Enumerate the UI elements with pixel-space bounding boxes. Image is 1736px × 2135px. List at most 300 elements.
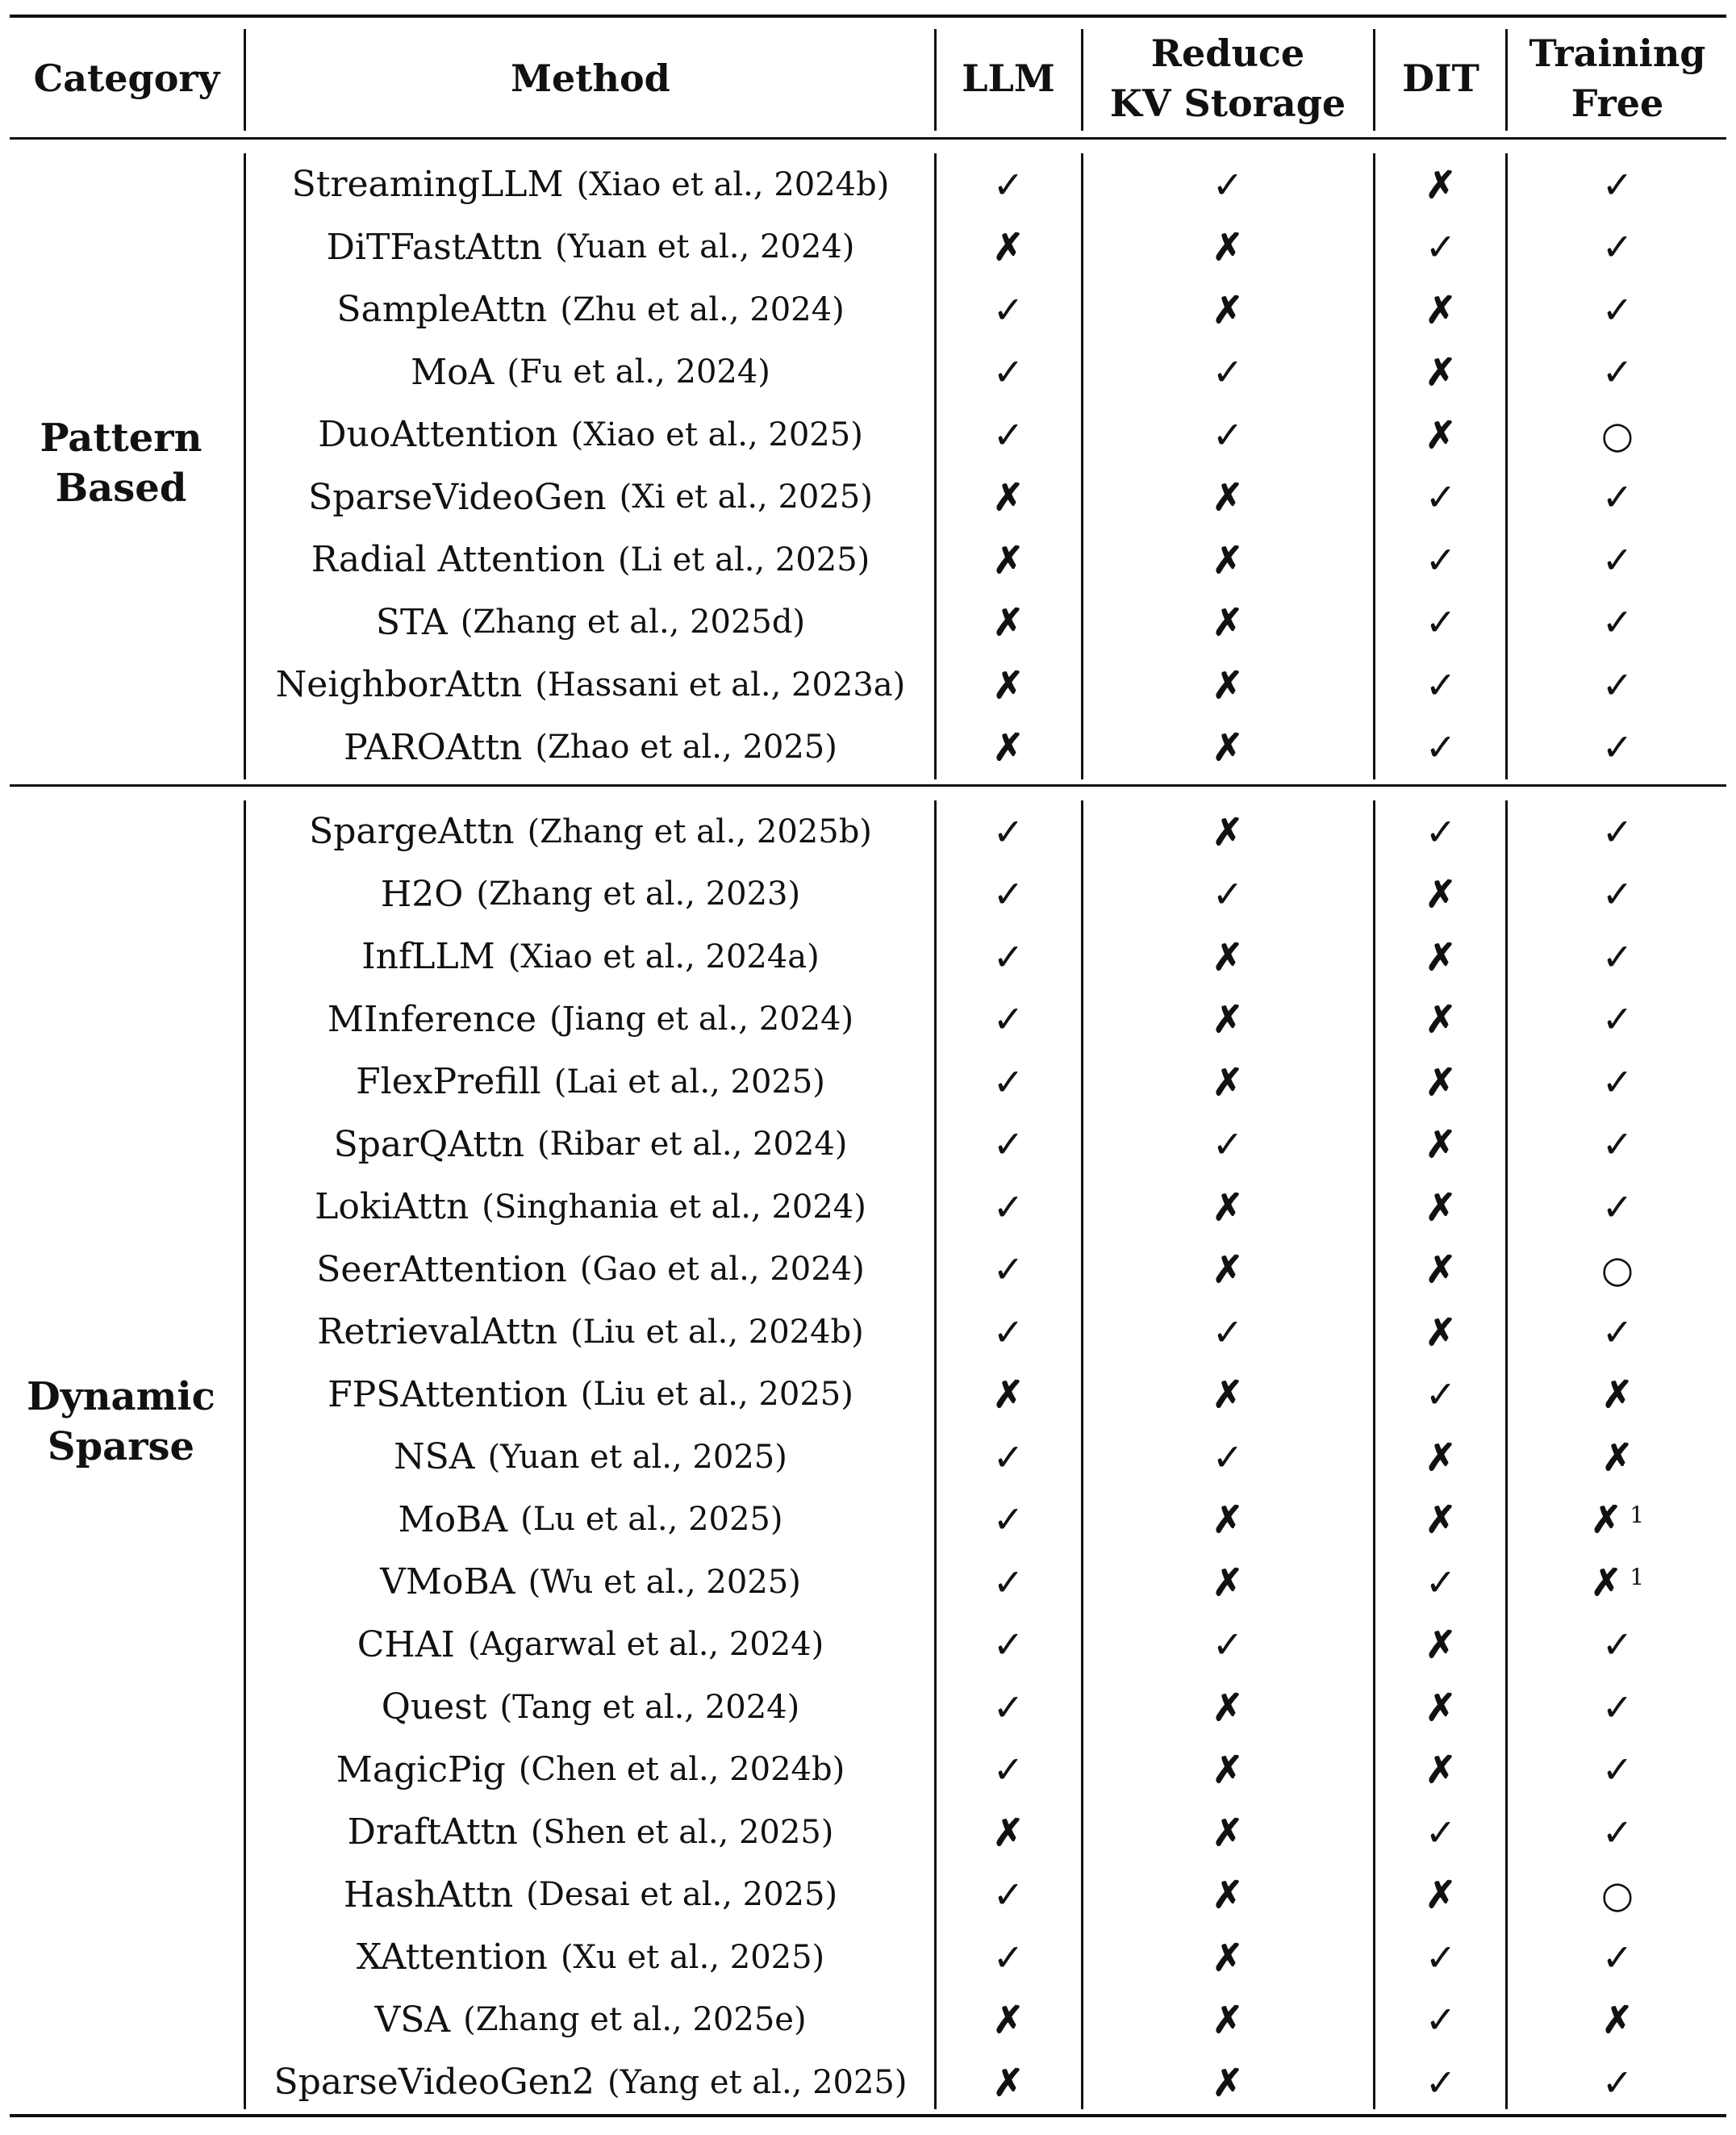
training-free-mark: ✗ (1590, 1498, 1622, 1541)
training-free-mark: ✗ (1601, 1372, 1634, 1416)
method-citation: (Shen et al., 2025) (530, 1813, 834, 1851)
dit-mark-cell (1375, 863, 1506, 925)
header-dit (1375, 24, 1506, 132)
method-name: MoA (411, 351, 495, 393)
table-row (0, 466, 1736, 529)
llm-mark: ✓ (992, 872, 1024, 916)
dit-mark-cell (1375, 1864, 1506, 1926)
table-row (0, 1113, 1736, 1176)
method-cell (248, 466, 933, 529)
llm-mark-cell (937, 1426, 1079, 1488)
table-row (0, 529, 1736, 591)
llm-mark: ✗ (992, 662, 1024, 707)
llm-mark-cell (937, 153, 1079, 215)
table-row (0, 591, 1736, 654)
dit-mark: ✗ (1425, 412, 1457, 457)
dit-mark-cell (1375, 278, 1506, 341)
dit-mark-cell (1375, 403, 1506, 466)
method-cell (248, 341, 933, 403)
training-free-mark-cell (1509, 717, 1726, 779)
training-free-mark-cell (1509, 1676, 1726, 1738)
method-name: LokiAttn (315, 1186, 469, 1227)
llm-mark: ✓ (992, 934, 1024, 979)
method-cell (248, 1489, 933, 1551)
dit-mark-cell (1375, 1113, 1506, 1176)
training-free-mark: ✓ (1601, 1685, 1634, 1729)
method-citation: (Zhu et al., 2024) (560, 290, 845, 328)
table-row (0, 153, 1736, 215)
llm-mark-cell (937, 717, 1079, 779)
training-free-mark-cell (1509, 153, 1726, 215)
reduce-kv-mark: ✓ (1212, 412, 1244, 457)
method-cell (248, 591, 933, 654)
header-reduce-kv-line2: KV Storage (1109, 81, 1346, 125)
reduce-kv-mark: ✗ (1212, 997, 1244, 1041)
reduce-kv-mark: ✗ (1212, 1372, 1244, 1416)
dit-mark: ✗ (1425, 1873, 1457, 1916)
reduce-kv-mark: ✗ (1212, 475, 1244, 519)
method-citation: (Xu et al., 2025) (560, 1938, 825, 1976)
training-free-mark: ✓ (1601, 1623, 1634, 1666)
llm-mark: ✓ (992, 412, 1024, 457)
method-citation: (Wu et al., 2025) (528, 1563, 801, 1601)
llm-mark: ✓ (992, 1873, 1024, 1916)
dit-mark-cell (1375, 1426, 1506, 1488)
method-name: InfLLM (361, 936, 495, 977)
training-free-mark-cell (1509, 1176, 1726, 1238)
dit-mark: ✗ (1425, 1435, 1457, 1479)
method-cell (248, 1113, 933, 1176)
dit-mark: ✓ (1425, 225, 1457, 269)
training-free-mark: ✓ (1601, 350, 1634, 394)
training-free-mark-cell (1509, 925, 1726, 988)
header-training-free-line2: Free (1571, 81, 1664, 125)
llm-mark-cell (937, 1739, 1079, 1801)
llm-mark-cell (937, 1801, 1079, 1863)
method-name: MoBA (398, 1498, 508, 1540)
dit-mark: ✗ (1425, 997, 1457, 1041)
method-citation: (Xiao et al., 2025) (570, 416, 863, 453)
method-cell (248, 1364, 933, 1426)
method-citation: (Chen et al., 2024b) (518, 1751, 845, 1788)
footnote-marker: 1 (1630, 1501, 1645, 1528)
training-free-mark-cell (1509, 216, 1726, 278)
dit-mark: ✓ (1425, 2060, 1457, 2104)
reduce-kv-mark: ✗ (1212, 1748, 1244, 1791)
training-free-mark: ✗ (1601, 1435, 1634, 1479)
group-rule (10, 784, 1726, 787)
llm-mark-cell (937, 1113, 1079, 1176)
dit-mark-cell (1375, 341, 1506, 403)
method-cell (248, 1176, 933, 1238)
llm-mark: ✓ (992, 1310, 1024, 1354)
table-row (0, 800, 1736, 863)
reduce-kv-mark-cell (1086, 341, 1370, 403)
llm-mark-cell (937, 1614, 1079, 1676)
training-free-mark: ✓ (1601, 225, 1634, 269)
reduce-kv-mark-cell (1086, 1676, 1370, 1738)
reduce-kv-mark-cell (1086, 1239, 1370, 1301)
training-free-mark-cell (1509, 1113, 1726, 1176)
method-cell (248, 800, 933, 863)
llm-mark: ✓ (992, 809, 1024, 854)
llm-mark: ✓ (992, 1623, 1024, 1666)
reduce-kv-mark: ✓ (1212, 1122, 1244, 1166)
reduce-kv-mark: ✗ (1212, 1873, 1244, 1916)
training-free-mark-cell (1509, 466, 1726, 529)
dit-mark-cell (1375, 1489, 1506, 1551)
table-row (0, 403, 1736, 466)
method-citation: (Lai et al., 2025) (553, 1063, 825, 1101)
llm-mark: ✗ (992, 1998, 1024, 2041)
dit-mark: ✗ (1425, 872, 1457, 916)
training-free-mark: ✓ (1601, 662, 1634, 707)
training-free-mark: ✓ (1601, 287, 1634, 332)
llm-mark: ✓ (992, 997, 1024, 1041)
table-row (0, 1739, 1736, 1801)
training-free-mark: ✓ (1601, 725, 1634, 769)
reduce-kv-mark-cell (1086, 529, 1370, 591)
method-citation: (Zhao et al., 2025) (535, 729, 837, 766)
table-row (0, 1614, 1736, 1676)
llm-mark-cell (937, 925, 1079, 988)
header-method (248, 24, 933, 132)
method-name: DiTFastAttn (326, 226, 543, 268)
method-cell (248, 1676, 933, 1738)
method-citation: (Tang et al., 2024) (499, 1688, 800, 1726)
training-free-mark-cell (1509, 591, 1726, 654)
reduce-kv-mark: ✗ (1212, 934, 1244, 979)
training-free-mark-cell (1509, 863, 1726, 925)
dit-mark-cell (1375, 153, 1506, 215)
header-training-free-line1: Training (1529, 31, 1706, 75)
method-citation: (Zhang et al., 2025b) (527, 813, 872, 850)
training-free-mark: ✓ (1601, 162, 1634, 207)
reduce-kv-mark: ✓ (1212, 1623, 1244, 1666)
method-name: RetrievalAttn (317, 1311, 558, 1352)
training-free-mark-cell (1509, 1551, 1726, 1613)
training-free-mark: ✓ (1601, 600, 1634, 644)
llm-mark-cell (937, 863, 1079, 925)
category-line: Sparse (47, 1424, 195, 1469)
reduce-kv-mark-cell (1086, 1051, 1370, 1113)
method-name: H2O (380, 873, 464, 915)
reduce-kv-mark-cell (1086, 216, 1370, 278)
method-name: PAROAttn (344, 726, 523, 768)
llm-mark-cell (937, 1364, 1079, 1426)
reduce-kv-mark-cell (1086, 278, 1370, 341)
llm-mark: ✓ (992, 287, 1024, 332)
method-citation: (Agarwal et al., 2024) (467, 1626, 824, 1663)
llm-mark-cell (937, 1926, 1079, 1988)
method-cell (248, 1301, 933, 1363)
dit-mark-cell (1375, 1989, 1506, 2051)
dit-mark-cell (1375, 591, 1506, 654)
training-free-mark: ✓ (1601, 934, 1634, 979)
reduce-kv-mark: ✗ (1212, 1184, 1244, 1229)
dit-mark: ✗ (1425, 1310, 1457, 1354)
method-name: NeighborAttn (275, 664, 523, 705)
method-cell (248, 654, 933, 716)
dit-mark-cell (1375, 1301, 1506, 1363)
reduce-kv-mark-cell (1086, 654, 1370, 716)
reduce-kv-mark-cell (1086, 2051, 1370, 2113)
llm-mark: ✓ (992, 1685, 1024, 1729)
method-cell (248, 1551, 933, 1613)
method-cell (248, 1989, 933, 2051)
reduce-kv-mark: ✗ (1212, 1998, 1244, 2041)
table-row (0, 1051, 1736, 1113)
llm-mark: ✗ (992, 2060, 1024, 2104)
llm-mark: ✓ (992, 1748, 1024, 1791)
table-row (0, 717, 1736, 779)
reduce-kv-mark: ✗ (1212, 1685, 1244, 1729)
method-name: MInference (327, 998, 537, 1040)
method-name: STA (375, 601, 448, 643)
method-citation: (Zhang et al., 2025d) (460, 604, 806, 641)
header-reduce-kv-line1: Reduce (1150, 31, 1305, 75)
training-free-mark: ✗ (1590, 1560, 1622, 1604)
dit-mark: ✓ (1425, 1372, 1457, 1416)
method-cell (248, 153, 933, 215)
table-row (0, 1926, 1736, 1988)
training-free-mark: ✓ (1601, 997, 1634, 1041)
dit-mark: ✓ (1425, 809, 1457, 854)
reduce-kv-mark-cell (1086, 466, 1370, 529)
llm-mark-cell (937, 529, 1079, 591)
reduce-kv-mark: ✓ (1212, 350, 1244, 394)
dit-mark: ✗ (1425, 1122, 1457, 1166)
method-cell (248, 1614, 933, 1676)
reduce-kv-mark: ✗ (1212, 1247, 1244, 1291)
reduce-kv-mark: ✗ (1212, 1059, 1244, 1104)
llm-mark: ✓ (992, 1059, 1024, 1104)
reduce-kv-mark: ✗ (1212, 725, 1244, 769)
llm-mark: ✗ (992, 1810, 1024, 1854)
dit-mark-cell (1375, 1801, 1506, 1863)
method-cell (248, 1801, 933, 1863)
llm-mark: ✗ (992, 725, 1024, 769)
reduce-kv-mark: ✗ (1212, 1498, 1244, 1541)
dit-mark: ✗ (1425, 1748, 1457, 1791)
method-citation: (Yuan et al., 2025) (487, 1438, 787, 1476)
method-citation: (Xiao et al., 2024a) (507, 938, 820, 976)
method-name: DraftAttn (347, 1811, 518, 1853)
reduce-kv-mark: ✗ (1212, 287, 1244, 332)
dit-mark: ✗ (1425, 350, 1457, 394)
training-free-mark-cell (1509, 278, 1726, 341)
header-training-free (1509, 24, 1726, 132)
method-name: SampleAttn (336, 289, 548, 330)
llm-mark: ✓ (992, 1122, 1024, 1166)
method-name: DuoAttention (318, 414, 558, 455)
reduce-kv-mark: ✗ (1212, 2060, 1244, 2104)
method-citation: (Desai et al., 2025) (526, 1876, 838, 1913)
dit-mark-cell (1375, 1364, 1506, 1426)
method-cell (248, 1426, 933, 1488)
llm-mark: ✓ (992, 1184, 1024, 1229)
category-line: Dynamic (27, 1374, 215, 1419)
method-citation: (Li et al., 2025) (617, 541, 870, 579)
method-citation: (Yang et al., 2025) (607, 2063, 908, 2101)
llm-mark-cell (937, 654, 1079, 716)
method-citation: (Singhania et al., 2024) (482, 1188, 866, 1226)
dit-mark: ✗ (1425, 162, 1457, 207)
dit-mark: ✓ (1425, 600, 1457, 644)
reduce-kv-mark-cell (1086, 1489, 1370, 1551)
dit-mark-cell (1375, 717, 1506, 779)
dit-mark-cell (1375, 1926, 1506, 1988)
method-cell (248, 2051, 933, 2113)
reduce-kv-mark-cell (1086, 1551, 1370, 1613)
llm-mark-cell (937, 1489, 1079, 1551)
reduce-kv-mark: ✓ (1212, 162, 1244, 207)
method-citation: (Zhang et al., 2023) (476, 875, 801, 913)
dit-mark-cell (1375, 1739, 1506, 1801)
llm-mark-cell (937, 1551, 1079, 1613)
llm-mark: ✓ (992, 1935, 1024, 1979)
method-cell (248, 863, 933, 925)
reduce-kv-mark: ✗ (1212, 809, 1244, 854)
llm-mark-cell (937, 1989, 1079, 2051)
training-free-mark-cell (1509, 800, 1726, 863)
reduce-kv-mark-cell (1086, 1739, 1370, 1801)
training-free-mark-cell (1509, 1426, 1726, 1488)
method-citation: (Liu et al., 2025) (580, 1376, 853, 1413)
header-divider (934, 29, 937, 131)
training-free-mark: ✓ (1601, 475, 1634, 519)
llm-mark: ✗ (992, 600, 1024, 644)
method-cell (248, 1926, 933, 1988)
llm-mark-cell (937, 216, 1079, 278)
dit-mark: ✗ (1425, 287, 1457, 332)
llm-mark: ✓ (992, 350, 1024, 394)
training-free-mark: ✓ (1601, 1935, 1634, 1979)
reduce-kv-mark: ✗ (1212, 1935, 1244, 1979)
reduce-kv-mark: ✗ (1212, 225, 1244, 269)
category-line: Pattern (40, 416, 202, 461)
method-cell (248, 403, 933, 466)
dit-mark: ✓ (1425, 537, 1457, 582)
table-row (0, 1239, 1736, 1301)
method-name: SparseVideoGen (308, 476, 607, 518)
reduce-kv-mark-cell (1086, 800, 1370, 863)
method-citation: (Gao et al., 2024) (579, 1251, 865, 1288)
llm-mark-cell (937, 1051, 1079, 1113)
llm-mark-cell (937, 1864, 1079, 1926)
llm-mark: ✓ (992, 1247, 1024, 1291)
category-line: Based (55, 466, 187, 511)
llm-mark-cell (937, 1676, 1079, 1738)
table-row (0, 1176, 1736, 1238)
reduce-kv-mark-cell (1086, 1364, 1370, 1426)
training-free-mark: ○ (1600, 1873, 1634, 1916)
method-citation: (Zhang et al., 2025e) (463, 2001, 807, 2038)
training-free-mark: ✓ (1601, 1184, 1634, 1229)
method-cell (248, 1739, 933, 1801)
dit-mark: ✓ (1425, 1998, 1457, 2041)
header-divider (244, 29, 246, 131)
reduce-kv-mark-cell (1086, 1614, 1370, 1676)
dit-mark: ✗ (1425, 1184, 1457, 1229)
table-row (0, 278, 1736, 341)
reduce-kv-mark: ✗ (1212, 1810, 1244, 1854)
dit-mark-cell (1375, 925, 1506, 988)
dit-mark-cell (1375, 988, 1506, 1051)
training-free-mark: ✓ (1601, 872, 1634, 916)
reduce-kv-mark-cell (1086, 1113, 1370, 1176)
training-free-mark-cell (1509, 1614, 1726, 1676)
reduce-kv-mark-cell (1086, 1426, 1370, 1488)
training-free-mark: ✗ (1601, 1998, 1634, 2041)
reduce-kv-mark-cell (1086, 403, 1370, 466)
training-free-mark-cell (1509, 1239, 1726, 1301)
training-free-mark: ✓ (1601, 2060, 1634, 2104)
training-free-mark-cell (1509, 988, 1726, 1051)
training-free-mark: ✓ (1601, 1810, 1634, 1854)
table-row (0, 1989, 1736, 2051)
table-row (0, 1676, 1736, 1738)
method-cell (248, 1239, 933, 1301)
training-free-mark-cell (1509, 1989, 1726, 2051)
llm-mark-cell (937, 403, 1079, 466)
table-row (0, 925, 1736, 988)
method-citation: (Hassani et al., 2023a) (535, 666, 906, 704)
method-name: MagicPig (336, 1749, 506, 1790)
table-row (0, 1364, 1736, 1426)
reduce-kv-mark: ✗ (1212, 662, 1244, 707)
training-free-mark-cell (1509, 1301, 1726, 1363)
table-row (0, 654, 1736, 716)
table-row (0, 1426, 1736, 1488)
method-name: XAttention (356, 1937, 548, 1978)
training-free-mark-cell (1509, 1926, 1726, 1988)
header-category (11, 24, 242, 132)
dit-mark-cell (1375, 1051, 1506, 1113)
dit-mark-cell (1375, 654, 1506, 716)
method-cell (248, 1864, 933, 1926)
dit-mark: ✓ (1425, 475, 1457, 519)
bottom-rule (10, 2114, 1726, 2117)
table-row (0, 216, 1736, 278)
table-row (0, 2051, 1736, 2113)
llm-mark-cell (937, 1239, 1079, 1301)
training-free-mark: ✓ (1601, 537, 1634, 582)
footnote-marker: 1 (1630, 1564, 1645, 1590)
training-free-mark-cell (1509, 403, 1726, 466)
header-llm-label: LLM (962, 56, 1055, 100)
training-free-mark-cell (1509, 1489, 1726, 1551)
method-name: SparQAttn (333, 1123, 524, 1165)
reduce-kv-mark: ✓ (1212, 1435, 1244, 1479)
header-reduce-kv (1086, 24, 1370, 132)
llm-mark: ✗ (992, 475, 1024, 519)
dit-mark: ✓ (1425, 1935, 1457, 1979)
training-free-mark: ○ (1600, 1247, 1634, 1291)
method-cell (248, 278, 933, 341)
dit-mark: ✗ (1425, 1247, 1457, 1291)
table-row (0, 1864, 1736, 1926)
dit-mark: ✓ (1425, 725, 1457, 769)
training-free-mark: ✓ (1601, 1748, 1634, 1791)
llm-mark-cell (937, 278, 1079, 341)
reduce-kv-mark-cell (1086, 717, 1370, 779)
method-citation: (Xi et al., 2025) (619, 478, 873, 516)
header-category-label: Category (33, 56, 220, 100)
dit-mark-cell (1375, 1676, 1506, 1738)
method-name: FlexPrefill (356, 1061, 541, 1102)
llm-mark: ✗ (992, 1372, 1024, 1416)
